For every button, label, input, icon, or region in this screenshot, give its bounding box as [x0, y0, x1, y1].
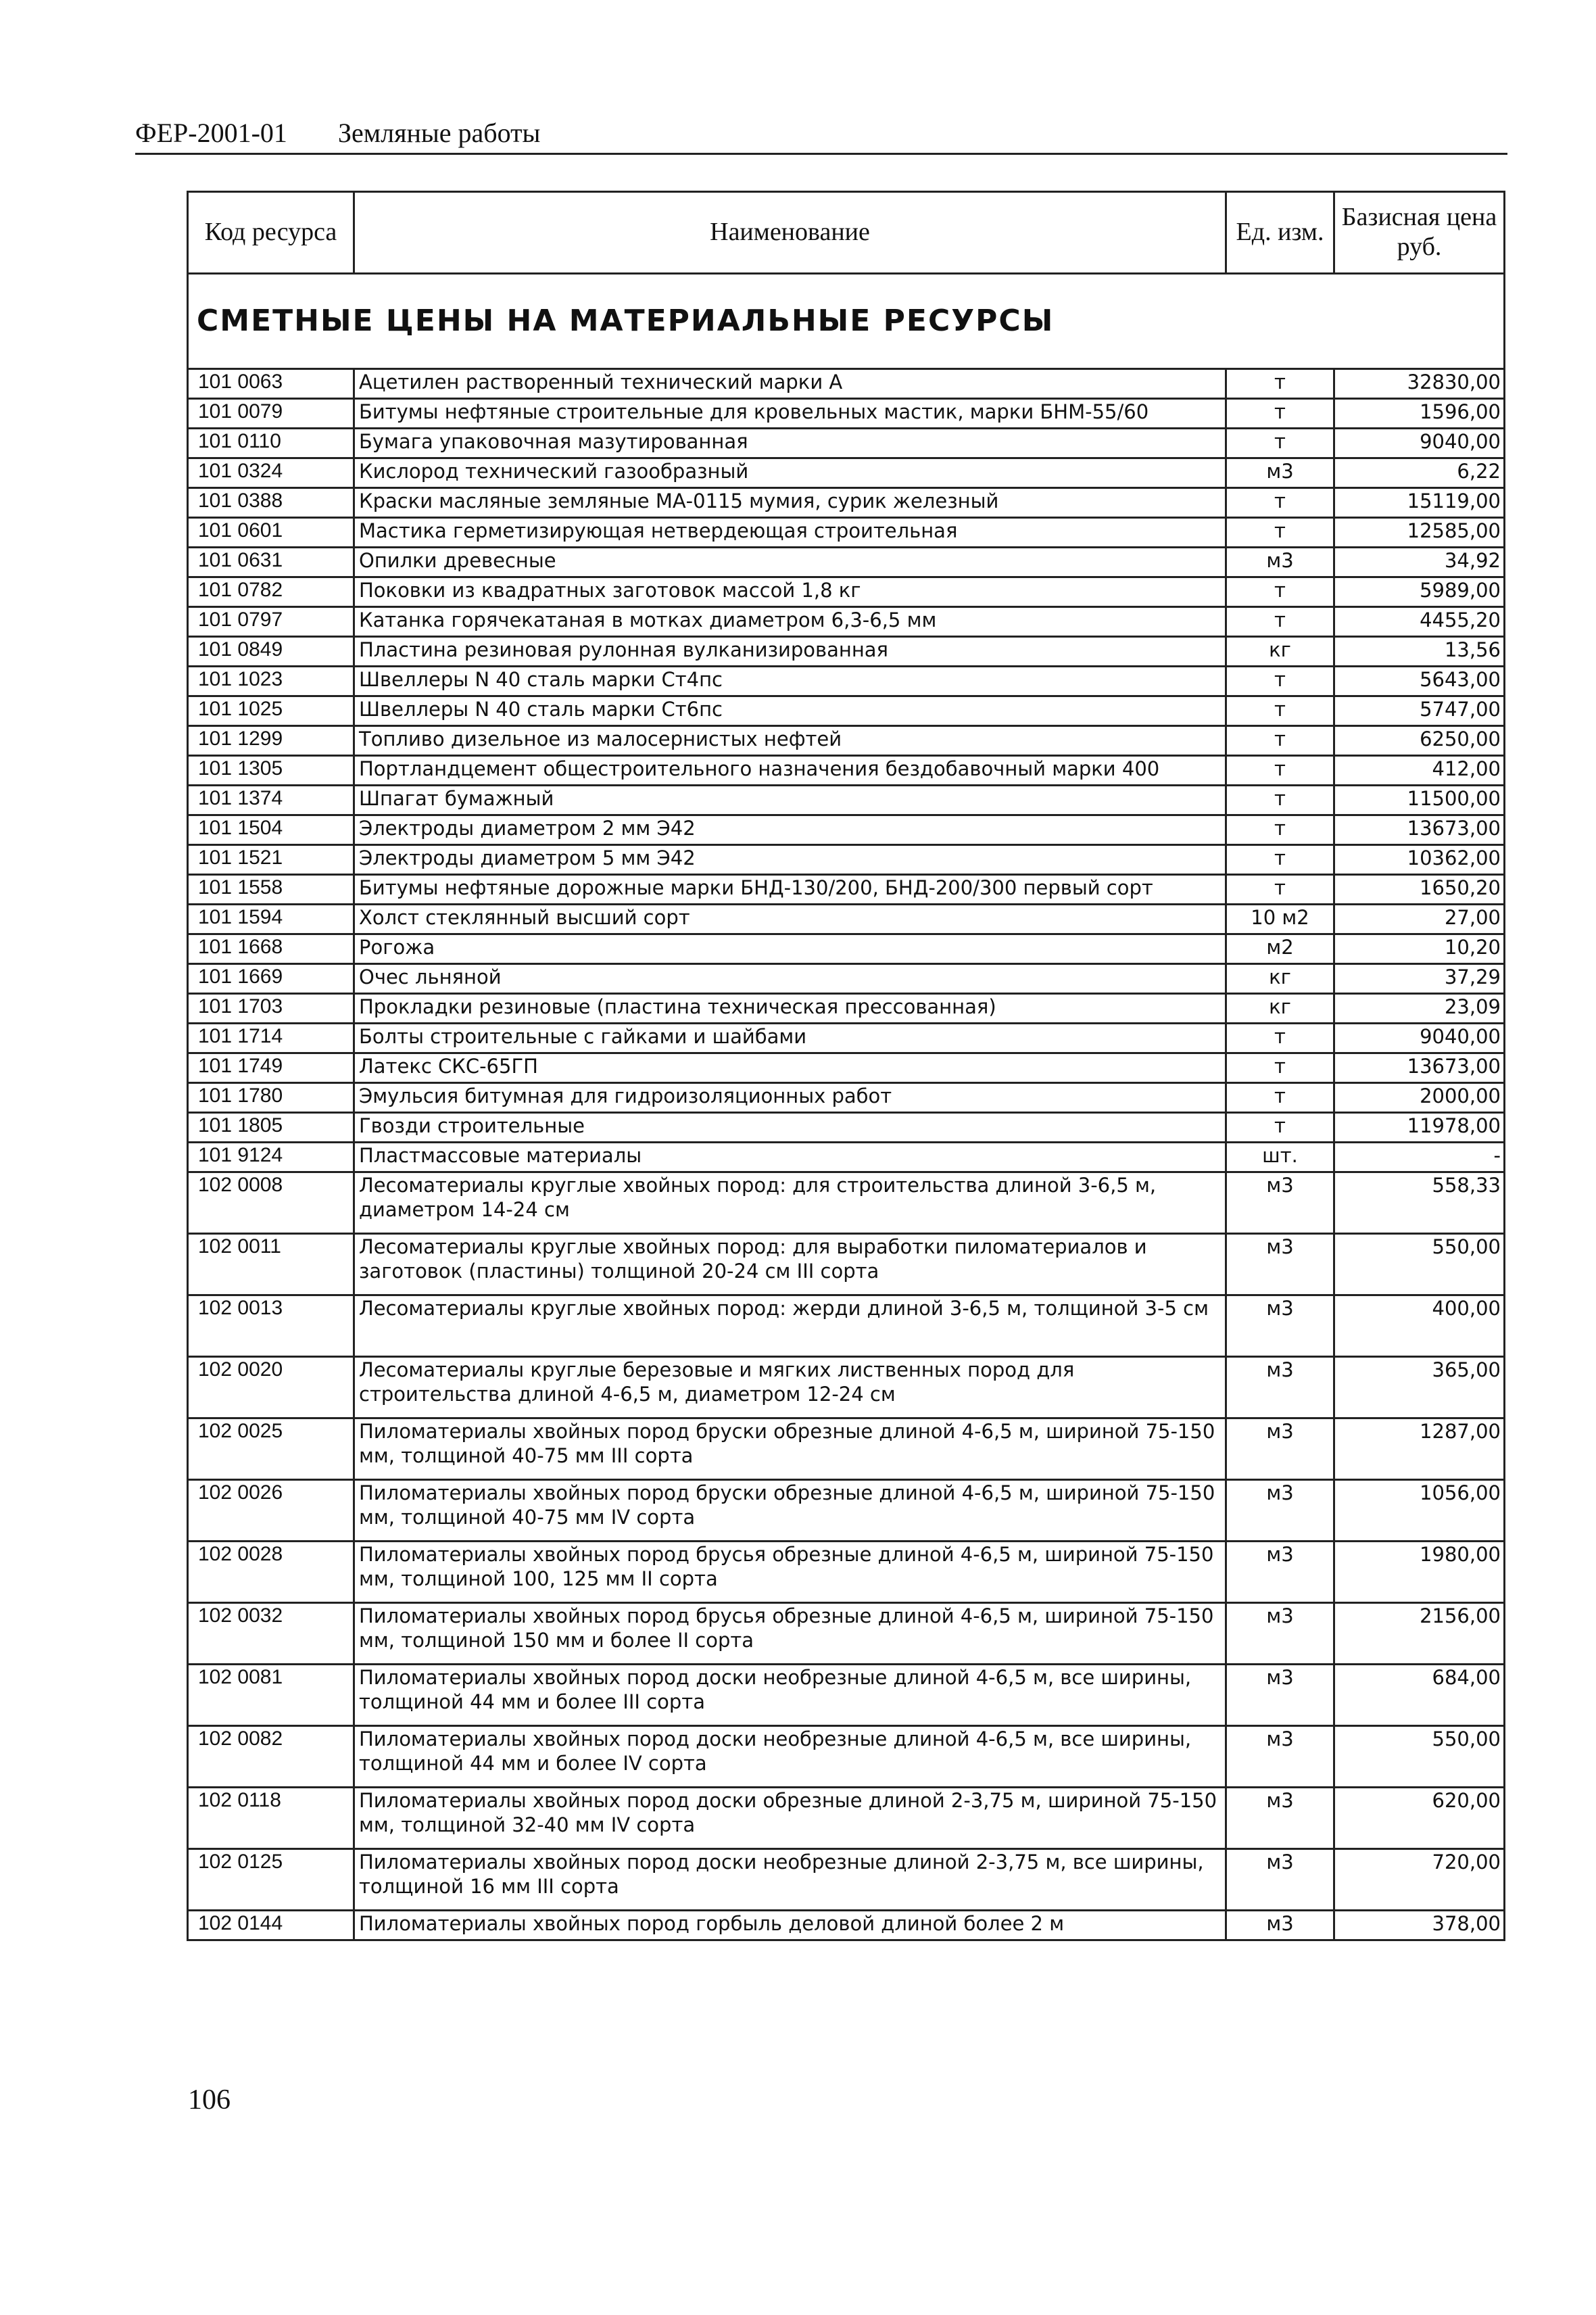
resource-code-cell: 101 1703 [188, 994, 354, 1024]
unit-cell: м3 [1226, 1295, 1334, 1357]
resource-name-cell: Портландцемент общестроительного назначения бездобавочный марки 400 [354, 756, 1226, 786]
resource-name-cell: Лесоматериалы круглые хвойных пород: жерди длиной 3-6,5 м, толщиной 3-5 см [354, 1295, 1226, 1357]
table-row [188, 1295, 1505, 1357]
price-cell: 37,29 [1334, 964, 1505, 994]
table-row [188, 1053, 1505, 1083]
section-title: СМЕТНЫЕ ЦЕНЫ НА МАТЕРИАЛЬНЫЕ РЕСУРСЫ [188, 274, 1505, 369]
unit-cell: т [1226, 696, 1334, 726]
resource-name-cell: Пластмассовые материалы [354, 1143, 1226, 1172]
resource-name-cell: Краски масляные земляные МА-0115 мумия, сурик железный [354, 488, 1226, 518]
unit-cell: м3 [1226, 1234, 1334, 1295]
resource-name-cell: Поковки из квадратных заготовок массой 1,8 кг [354, 577, 1226, 607]
resource-code-cell: 101 1749 [188, 1053, 354, 1083]
unit-cell: м3 [1226, 1665, 1334, 1726]
resource-name-cell: Пиломатериалы хвойных пород бруски обрезные длиной 4-6,5 м, шириной 75-150 мм, толщиной 40-75 мм IV сорта [354, 1480, 1226, 1542]
resource-code-cell: 101 1669 [188, 964, 354, 994]
table-row [188, 1849, 1505, 1911]
resource-name-cell: Кислород технический газообразный [354, 458, 1226, 488]
resource-name-cell: Пиломатериалы хвойных пород бруски обрезные длиной 4-6,5 м, шириной 75-150 мм, толщиной 40-75 мм III сорта [354, 1418, 1226, 1480]
resource-name-cell: Мастика герметизирующая нетвердеющая строительная [354, 518, 1226, 548]
price-cell: 32830,00 [1334, 369, 1505, 399]
table-row [188, 1357, 1505, 1418]
resource-code-cell: 102 0008 [188, 1172, 354, 1234]
resource-code-cell: 102 0081 [188, 1665, 354, 1726]
table-row [188, 1911, 1505, 1940]
price-cell: 365,00 [1334, 1357, 1505, 1418]
resource-code-cell: 101 1558 [188, 875, 354, 905]
resource-code-cell: 102 0025 [188, 1418, 354, 1480]
resource-code-cell: 102 0020 [188, 1357, 354, 1418]
price-cell: 13,56 [1334, 637, 1505, 667]
page-number: 106 [188, 2084, 231, 2116]
resource-name-cell: Рогожа [354, 934, 1226, 964]
price-cell: 4455,20 [1334, 607, 1505, 637]
resource-name-cell: Шпагат бумажный [354, 786, 1226, 815]
price-cell: 412,00 [1334, 756, 1505, 786]
unit-cell: т [1226, 1113, 1334, 1143]
table-row [188, 577, 1505, 607]
price-cell: 9040,00 [1334, 1024, 1505, 1053]
resource-name-cell: Опилки древесные [354, 548, 1226, 577]
unit-cell: м3 [1226, 548, 1334, 577]
price-cell: 10,20 [1334, 934, 1505, 964]
unit-cell: м3 [1226, 1480, 1334, 1542]
unit-cell: м3 [1226, 1726, 1334, 1788]
price-cell: 378,00 [1334, 1911, 1505, 1940]
table-row [188, 1234, 1505, 1295]
resource-code-cell: 102 0013 [188, 1295, 354, 1357]
unit-cell: м3 [1226, 1542, 1334, 1603]
resource-code-cell: 101 0849 [188, 637, 354, 667]
resource-name-cell: Эмульсия битумная для гидроизоляционных работ [354, 1083, 1226, 1113]
table-row [188, 1665, 1505, 1726]
price-cell: 720,00 [1334, 1849, 1505, 1911]
resource-name-cell: Лесоматериалы круглые березовые и мягких лиственных пород для строительства длиной 4-6,5 м, диаметром 12-24 см [354, 1357, 1226, 1418]
table-row [188, 756, 1505, 786]
resource-name-cell: Холст стеклянный высший сорт [354, 905, 1226, 934]
unit-cell: м3 [1226, 1418, 1334, 1480]
resource-name-cell: Лесоматериалы круглые хвойных пород: для выработки пиломатериалов и заготовок (пластины) толщиной 20-24 см III сорта [354, 1234, 1226, 1295]
table-row [188, 905, 1505, 934]
price-cell: 12585,00 [1334, 518, 1505, 548]
unit-cell: т [1226, 1083, 1334, 1113]
resource-name-cell: Болты строительные с гайками и шайбами [354, 1024, 1226, 1053]
unit-cell: т [1226, 429, 1334, 458]
price-cell: - [1334, 1143, 1505, 1172]
page-header [135, 115, 1507, 155]
unit-cell: м3 [1226, 1357, 1334, 1418]
unit-cell: м3 [1226, 1603, 1334, 1665]
resource-name-cell: Прокладки резиновые (пластина техническая прессованная) [354, 994, 1226, 1024]
unit-cell: кг [1226, 994, 1334, 1024]
document-code: ФЕР-2001-01 [135, 118, 287, 148]
resource-name-cell: Лесоматериалы круглые хвойных пород: для строительства длиной 3-6,5 м, диаметром 14-24 см [354, 1172, 1226, 1234]
table-row [188, 696, 1505, 726]
resource-name-cell: Битумы нефтяные строительные для кровельных мастик, марки БНМ-55/60 [354, 399, 1226, 429]
unit-cell: м3 [1226, 1911, 1334, 1940]
resource-code-cell: 102 0144 [188, 1911, 354, 1940]
resource-name-cell: Пиломатериалы хвойных пород доски необрезные длиной 2-3,75 м, все ширины, толщиной 16 мм III сорта [354, 1849, 1226, 1911]
table-row [188, 1603, 1505, 1665]
resource-code-cell: 101 0110 [188, 429, 354, 458]
resource-code-cell: 102 0082 [188, 1726, 354, 1788]
price-cell: 6,22 [1334, 458, 1505, 488]
unit-cell: 10 м2 [1226, 905, 1334, 934]
unit-cell: т [1226, 577, 1334, 607]
resource-code-cell: 101 1714 [188, 1024, 354, 1053]
unit-cell: т [1226, 607, 1334, 637]
resource-name-cell: Бумага упаковочная мазутированная [354, 429, 1226, 458]
resource-code-cell: 101 0079 [188, 399, 354, 429]
resource-name-cell: Битумы нефтяные дорожные марки БНД-130/200, БНД-200/300 первый сорт [354, 875, 1226, 905]
column-header-code: Код ресурса [188, 192, 354, 274]
resource-name-cell: Электроды диаметром 5 мм Э42 [354, 845, 1226, 875]
unit-cell: м3 [1226, 1172, 1334, 1234]
resource-name-cell: Пиломатериалы хвойных пород брусья обрезные длиной 4-6,5 м, шириной 75-150 мм, толщиной 150 мм и более II сорта [354, 1603, 1226, 1665]
resource-code-cell: 102 0032 [188, 1603, 354, 1665]
price-cell: 1650,20 [1334, 875, 1505, 905]
price-cell: 23,09 [1334, 994, 1505, 1024]
resource-name-cell: Ацетилен растворенный технический марки А [354, 369, 1226, 399]
price-table-container [187, 191, 1503, 1941]
resource-code-cell: 102 0118 [188, 1788, 354, 1849]
table-row [188, 667, 1505, 696]
column-header-unit: Ед. изм. [1226, 192, 1334, 274]
table-row [188, 369, 1505, 399]
price-cell: 558,33 [1334, 1172, 1505, 1234]
table-row [188, 458, 1505, 488]
table-row [188, 429, 1505, 458]
resource-name-cell: Гвозди строительные [354, 1113, 1226, 1143]
resource-name-cell: Пиломатериалы хвойных пород брусья обрезные длиной 4-6,5 м, шириной 75-150 мм, толщиной 100, 125 мм II сорта [354, 1542, 1226, 1603]
unit-cell: т [1226, 726, 1334, 756]
resource-code-cell: 101 1504 [188, 815, 354, 845]
resource-name-cell: Латекс СКС-65ГП [354, 1053, 1226, 1083]
table-row [188, 1143, 1505, 1172]
column-header-price: Базисная цена руб. [1334, 192, 1505, 274]
table-row [188, 845, 1505, 875]
unit-cell: т [1226, 756, 1334, 786]
unit-cell: т [1226, 1053, 1334, 1083]
table-row [188, 1024, 1505, 1053]
section-name: Земляные работы [338, 118, 541, 148]
price-cell: 1287,00 [1334, 1418, 1505, 1480]
price-cell: 13673,00 [1334, 1053, 1505, 1083]
unit-cell: т [1226, 815, 1334, 845]
price-cell: 5747,00 [1334, 696, 1505, 726]
resource-name-cell: Швеллеры N 40 сталь марки Ст4пс [354, 667, 1226, 696]
unit-cell: т [1226, 875, 1334, 905]
resource-code-cell: 101 1374 [188, 786, 354, 815]
unit-cell: м3 [1226, 1849, 1334, 1911]
unit-cell: кг [1226, 964, 1334, 994]
resource-code-cell: 102 0011 [188, 1234, 354, 1295]
table-row [188, 1418, 1505, 1480]
table-row [188, 1083, 1505, 1113]
resource-code-cell: 101 0388 [188, 488, 354, 518]
table-row [188, 934, 1505, 964]
resource-code-cell: 101 1780 [188, 1083, 354, 1113]
table-row [188, 637, 1505, 667]
table-row [188, 1480, 1505, 1542]
price-cell: 34,92 [1334, 548, 1505, 577]
resource-name-cell: Катанка горячекатаная в мотках диаметром 6,3-6,5 мм [354, 607, 1226, 637]
resource-name-cell: Пиломатериалы хвойных пород доски необрезные длиной 4-6,5 м, все ширины, толщиной 44 мм и более III сорта [354, 1665, 1226, 1726]
resource-code-cell: 101 1805 [188, 1113, 354, 1143]
unit-cell: т [1226, 399, 1334, 429]
resource-name-cell: Пиломатериалы хвойных пород доски необрезные длиной 4-6,5 м, все ширины, толщиной 44 мм и более IV сорта [354, 1726, 1226, 1788]
unit-cell: шт. [1226, 1143, 1334, 1172]
price-cell: 15119,00 [1334, 488, 1505, 518]
table-row [188, 815, 1505, 845]
table-row [188, 1113, 1505, 1143]
unit-cell: т [1226, 518, 1334, 548]
price-cell: 10362,00 [1334, 845, 1505, 875]
price-cell: 550,00 [1334, 1726, 1505, 1788]
price-cell: 13673,00 [1334, 815, 1505, 845]
table-row [188, 994, 1505, 1024]
table-row [188, 964, 1505, 994]
unit-cell: т [1226, 667, 1334, 696]
price-cell: 9040,00 [1334, 429, 1505, 458]
resource-name-cell: Очес льняной [354, 964, 1226, 994]
resource-code-cell: 101 1521 [188, 845, 354, 875]
unit-cell: т [1226, 1024, 1334, 1053]
price-cell: 1980,00 [1334, 1542, 1505, 1603]
resource-code-cell: 101 1594 [188, 905, 354, 934]
unit-cell: м3 [1226, 1788, 1334, 1849]
resource-code-cell: 101 0324 [188, 458, 354, 488]
resource-code-cell: 101 0063 [188, 369, 354, 399]
resource-code-cell: 101 1023 [188, 667, 354, 696]
column-header-name: Наименование [354, 192, 1226, 274]
resource-code-cell: 101 0782 [188, 577, 354, 607]
table-row [188, 1726, 1505, 1788]
unit-cell: т [1226, 369, 1334, 399]
resource-code-cell: 101 0797 [188, 607, 354, 637]
resource-name-cell: Электроды диаметром 2 мм Э42 [354, 815, 1226, 845]
unit-cell: т [1226, 845, 1334, 875]
table-row [188, 607, 1505, 637]
price-cell: 5989,00 [1334, 577, 1505, 607]
table-row [188, 1542, 1505, 1603]
price-cell: 620,00 [1334, 1788, 1505, 1849]
resource-code-cell: 102 0026 [188, 1480, 354, 1542]
table-row [188, 488, 1505, 518]
section-title-row [188, 274, 1505, 369]
resource-code-cell: 102 0028 [188, 1542, 354, 1603]
unit-cell: т [1226, 488, 1334, 518]
price-cell: 11978,00 [1334, 1113, 1505, 1143]
unit-cell: кг [1226, 637, 1334, 667]
resource-code-cell: 101 1305 [188, 756, 354, 786]
table-row [188, 726, 1505, 756]
resource-code-cell: 101 1025 [188, 696, 354, 726]
resource-code-cell: 102 0125 [188, 1849, 354, 1911]
table-row [188, 875, 1505, 905]
resource-code-cell: 101 0631 [188, 548, 354, 577]
table-header-row [188, 192, 1505, 274]
price-cell: 550,00 [1334, 1234, 1505, 1295]
table-row [188, 1172, 1505, 1234]
table-row [188, 399, 1505, 429]
price-cell: 2000,00 [1334, 1083, 1505, 1113]
price-cell: 400,00 [1334, 1295, 1505, 1357]
resource-name-cell: Пластина резиновая рулонная вулканизированная [354, 637, 1226, 667]
table-row [188, 518, 1505, 548]
table-row [188, 786, 1505, 815]
price-cell: 6250,00 [1334, 726, 1505, 756]
resource-code-cell: 101 9124 [188, 1143, 354, 1172]
resource-code-cell: 101 1668 [188, 934, 354, 964]
table-row [188, 548, 1505, 577]
price-cell: 5643,00 [1334, 667, 1505, 696]
unit-cell: м2 [1226, 934, 1334, 964]
resource-name-cell: Пиломатериалы хвойных пород горбыль деловой длиной более 2 м [354, 1911, 1226, 1940]
price-cell: 1056,00 [1334, 1480, 1505, 1542]
price-cell: 2156,00 [1334, 1603, 1505, 1665]
unit-cell: т [1226, 786, 1334, 815]
price-cell: 684,00 [1334, 1665, 1505, 1726]
resource-name-cell: Швеллеры N 40 сталь марки Ст6пс [354, 696, 1226, 726]
unit-cell: м3 [1226, 458, 1334, 488]
resource-name-cell: Топливо дизельное из малосернистых нефтей [354, 726, 1226, 756]
resource-name-cell: Пиломатериалы хвойных пород доски обрезные длиной 2-3,75 м, шириной 75-150 мм, толщиной 32-40 мм IV сорта [354, 1788, 1226, 1849]
price-table [187, 191, 1505, 1941]
table-row [188, 1788, 1505, 1849]
price-cell: 1596,00 [1334, 399, 1505, 429]
price-cell: 11500,00 [1334, 786, 1505, 815]
resource-code-cell: 101 0601 [188, 518, 354, 548]
price-cell: 27,00 [1334, 905, 1505, 934]
resource-code-cell: 101 1299 [188, 726, 354, 756]
